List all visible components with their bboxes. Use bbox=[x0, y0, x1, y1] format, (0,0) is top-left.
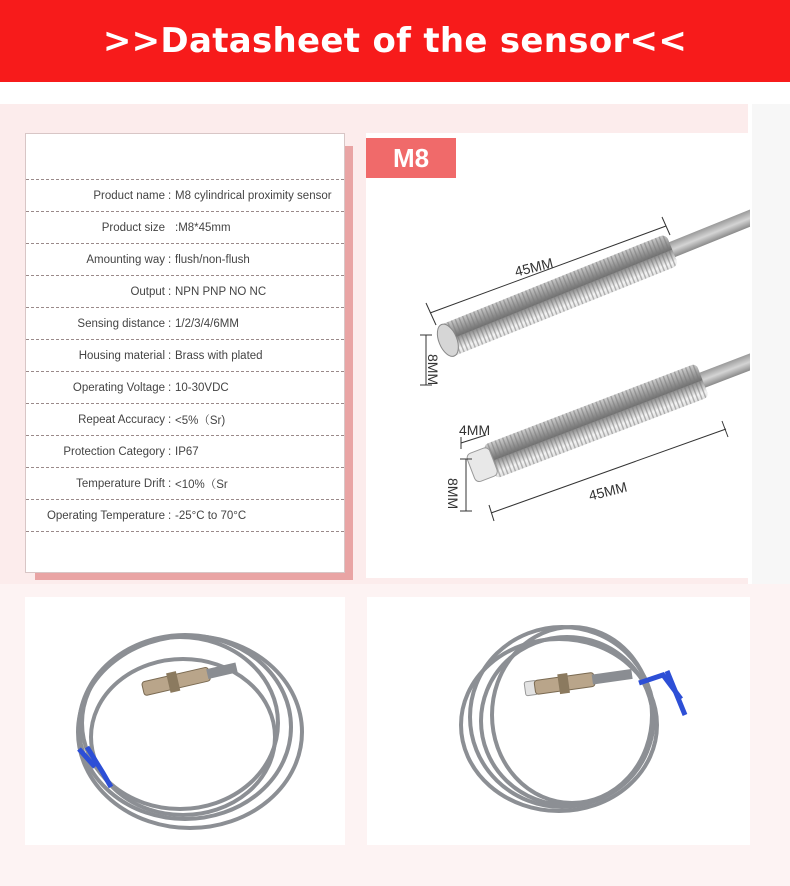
spec-row-protection-category: Protection Category : IP67 bbox=[26, 436, 344, 468]
spec-row-operating-voltage: Operating Voltage : 10-30VDC bbox=[26, 372, 344, 404]
dimension-diagram bbox=[366, 133, 750, 578]
spec-label: Temperature Drift bbox=[76, 477, 165, 490]
top-length-label: 45MM bbox=[513, 254, 555, 280]
spec-value: <10%（Sr bbox=[175, 478, 228, 491]
top-sensor bbox=[433, 179, 750, 359]
bottom-sensor-thread bbox=[483, 363, 709, 478]
spec-row-repeat-accuracy: Repeat Accuracy : <5%（Sr) bbox=[26, 404, 344, 436]
spec-value: 1/2/3/4/6MM bbox=[175, 317, 239, 330]
top-sensor-thread bbox=[440, 234, 679, 357]
spec-header-row bbox=[26, 134, 344, 180]
spec-label: Repeat Accuracy bbox=[78, 413, 165, 426]
spec-table bbox=[25, 133, 345, 573]
spec-value: NPN PNP NO NC bbox=[175, 285, 267, 298]
coiled-cable-sensor-image bbox=[25, 597, 345, 845]
model-tag: M8 bbox=[366, 138, 456, 178]
spec-row-housing-material: Housing material : Brass with plated bbox=[26, 340, 344, 372]
spec-value: <5%（Sr) bbox=[175, 414, 226, 427]
spec-row-output: Output : NPN PNP NO NC bbox=[26, 276, 344, 308]
bottom-cap-label: 4MM bbox=[459, 422, 491, 438]
top-diameter-label: 8MM bbox=[425, 354, 441, 386]
coiled-cable-sensor-image-2 bbox=[367, 597, 750, 845]
spec-row-amounting-way: Amounting way : flush/non-flush bbox=[26, 244, 344, 276]
spec-label: Sensing distance bbox=[77, 317, 165, 330]
spec-label: Output bbox=[130, 285, 165, 298]
spec-row-product-size bbox=[26, 212, 344, 244]
spec-label: Operating Voltage bbox=[72, 381, 165, 394]
product-photo-right bbox=[367, 597, 750, 845]
bottom-length-label: 45MM bbox=[587, 478, 629, 504]
spec-label: Operating Temperature bbox=[46, 509, 165, 522]
spec-value: flush/non-flush bbox=[175, 253, 250, 266]
banner-title: >>Datasheet of the sensor<< bbox=[102, 21, 688, 61]
spec-value: :M8*45mm bbox=[175, 221, 231, 234]
header-banner bbox=[0, 0, 790, 82]
bottom-diameter-label: 8MM bbox=[445, 478, 461, 510]
right-photo-sensor bbox=[524, 664, 634, 699]
spec-row-temperature-drift: Temperature Drift : <10%（Sr bbox=[26, 468, 344, 500]
spec-label: Housing material bbox=[78, 349, 165, 362]
spec-value: Brass with plated bbox=[175, 349, 263, 362]
spec-label: Amounting way bbox=[86, 253, 165, 266]
spec-label: Product size bbox=[101, 221, 165, 234]
spec-label: Protection Category bbox=[63, 445, 165, 458]
spec-value: IP67 bbox=[175, 445, 199, 458]
product-photo-left bbox=[25, 597, 345, 845]
spec-row-sensing-distance: Sensing distance : 1/2/3/4/6MM bbox=[26, 308, 344, 340]
spec-row-operating-temperature: Operating Temperature : -25°C to 70°C bbox=[26, 500, 344, 532]
spec-row-product-name: Product name : M8 cylindrical proximity sensor bbox=[26, 180, 344, 212]
top-sensor-cable bbox=[666, 187, 750, 258]
spec-label: Product name bbox=[93, 189, 165, 202]
bottom-sensor bbox=[465, 312, 750, 485]
spec-value: M8 cylindrical proximity sensor bbox=[175, 189, 332, 202]
dimension-diagram-panel bbox=[366, 133, 750, 578]
spec-value: -25°C to 70°C bbox=[175, 509, 247, 522]
spec-value: 10-30VDC bbox=[175, 381, 229, 394]
